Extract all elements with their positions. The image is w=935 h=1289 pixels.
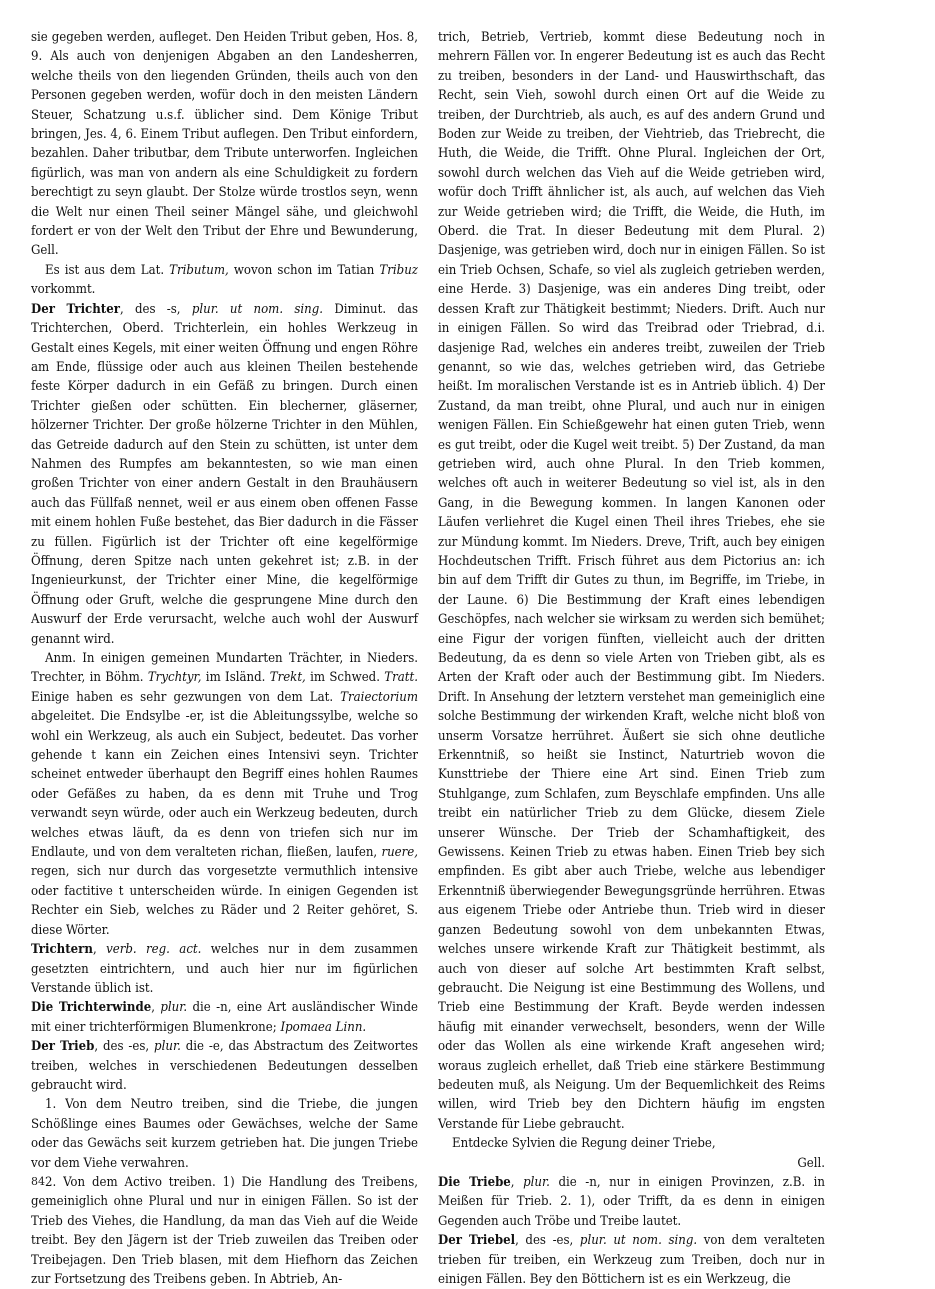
entry-text: 1. Von dem Neutro treiben, sind die Triebe, die jungen Schößlinge eines Baumes oder Gewächses, welche der Same oder das Gewächs seit kurzem getrieben hat. Die jungen Triebe vor dem Viehe verwahren. bbox=[31, 1097, 418, 1171]
entry-paragraph bbox=[438, 28, 825, 1134]
entry-text: , bbox=[92, 942, 107, 958]
entry-paragraph bbox=[438, 1173, 825, 1231]
italic-term: Ipomaea Linn. bbox=[280, 1019, 367, 1035]
headword: Die Triebe bbox=[438, 1174, 511, 1190]
entry-text: im Isländ. bbox=[201, 670, 270, 686]
entry-text: Es ist aus dem Lat. bbox=[45, 262, 170, 278]
entry-text: , bbox=[510, 1174, 524, 1190]
italic-term: Trekt, bbox=[269, 670, 306, 686]
entry-paragraph bbox=[31, 261, 418, 300]
entry-text: Gell. bbox=[797, 1155, 825, 1171]
entry-paragraph bbox=[31, 28, 418, 261]
entry-paragraph bbox=[438, 1154, 825, 1173]
entry-paragraph bbox=[31, 940, 418, 998]
entry-text: abgeleitet. Die Endsylbe -er, ist die Ableitungssylbe, welche so wohl ein Werkzeug, als auch ein Subject, bedeutet. Das vorher gehende t kann ein Zeichen eines Intensivi seyn. Trichter scheinet entweder überhaupt den Begriff eines hohlen Raumes oder Gefäßes zu haben, da es denn mit Truhe und Trog verwandt seyn würde, oder auch ein Werkzeug bedeuten, durch welches etwas läuft, da es denn von triefen sich nur im Endlaute, und von dem veralteten richan, fließen, laufen, bbox=[31, 709, 418, 861]
entry-text: sie gegeben werden, aufleget. Den Heiden Tribut geben, Hos. 8, 9. Als auch von denjenigen Abgaben an den Landesherren, welche theils von den liegenden Gründen, theils auch von den Personen gegeben werden, wofür doch in den meisten Ländern Steuer, Schatzung u.s.f. üblicher sind. Dem Könige Tribut bringen, Jes. 4, 6. Einem Tribut auflegen. Den Tribut einfordern, bezahlen. Daher tributbar, dem Tribute unterworfen. Ingleichen figürlich, was man von andern als eine Schuldigkeit zu fordern berechtigt zu seyn glaubt. Der Stolze würde trostlos seyn, wenn die Welt nur einen Theil seiner Mängel sähe, und gleichwohl fordert er von der Welt den Tribut der Ehre und Bewunderung, Gell. bbox=[31, 30, 418, 259]
entry-text: Diminut. das Trichterchen, Oberd. Trichterlein, ein hohles Werkzeug in Gestalt eines Kegels, mit einer weiten Öffnung und engen Röhre am Ende, flüssige oder auch aus kleinen Theilen bestehende feste Körper dadurch in ein Gefäß zu bringen. Durch einen Trichter gießen oder schütten. Ein blecherner, gläserner, hölzerner Trichter. Der große hölzerne Trichter in den Mühlen, das Getreide dadurch auf den Stein zu schütten, ist unter dem Nahmen des Rumpfes am bekanntesten, so wie man einen großen Trichter von einer andern Gestalt in den Brauhäusern auch das Füllfaß nennet, weil er aus einem oben offenen Fasse mit einem hohlen Fuße bestehet, das Bier dadurch in die Fässer zu füllen. Figürlich ist der Trichter oft eine kegelförmige Öffnung, deren Spitze nach unten gekehret ist; z.B. in der Ingenieurkunst, der Trichter einer Mine, die kegelförmige Öffnung oder Gruft, welche die gesprungene Mine durch den Auswurf der Erde verursacht, welche auch wohl der Auswurf genannt wird. bbox=[31, 301, 418, 647]
entry-text: trich, Betrieb, Vertrieb, kommt diese Bedeutung noch in mehrern Fällen vor. In engerer Bedeutung ist es auch das Recht zu treiben, besonders in der Land- und Hauswirthschaft, das Recht, sein Vieh, sowohl durch einen Ort auf die Weide zu treiben, der Durchtrieb, als auch, es auf des andern Grund und Boden zur Weide zu treiben, der Viehtrieb, das Triebrecht, die Huth, die Weide, die Trifft. Ohne Plural. Ingleichen der Ort, sowohl durch welchen das Vieh auf die Weide getrieben wird, wofür doch Trifft ähnlicher ist, als auch, auf welchen das Vieh zur Weide getrieben wird; die Trifft, die Weide, die Huth, im Oberd. die Trat. In dieser Bedeutung mit dem Plural. 2) Dasjenige, was getrieben wird, doch nur in einigen Fällen. So ist ein Trieb Ochsen, Schafe, so viel als zugleich getrieben werden, eine Herde. 3) Dasjenige, was ein anderes Ding treibt, oder dessen Kraft zur Thätigkeit bestimmt; Nieders. Drift. Auch nur in einigen Fällen. So wird das Treibrad oder Triebrad, d.i. dasjenige Rad, welches ein anderes treibt, zuweilen der Trieb genannt, so wie das, welches getrieben wird, das Getriebe heißt. Im moralischen Verstande ist es in Antrieb üblich. 4) Der Zustand, da man treibt, ohne Plural, und auch nur in einigen wenigen Fällen. Ein Schießgewehr hat einen guten Trieb, wenn es gut treibt, oder die Kugel weit treibt. 5) Der Zustand, da man getrieben wird, auch ohne Plural. In den Trieb kommen, welches oft auch in weiterer Bedeutung so viel ist, als in den Gang, in die Bewegung kommen. In langen Kanonen oder Läufen verliehret die Kugel einen Theil ihres Triebes, ehe sie zur Mündung kommt. Im Nieders. Dreve, Trift, auch bey einigen Hochdeutschen Trifft. Frisch führet aus dem Pictorius an: ich bin auf dem Trifft dir Gutes zu thun, im Begriffe, im Triebe, in der Laune. 6) Die Bestimmung der Kraft eines lebendigen Geschöpfes, nach welcher sie wirksam zu werden sich bemühet; eine Figur der vorigen fünften, vielleicht auch der dritten Bedeutung, da es denn so viele Arten von Trieben gibt, als es Arten der Kraft oder auch der Bestimmung gibt. Im Nieders. Drift. In Ansehung der letztern verstehet man gemeiniglich eine solche Bestimmung der wirkenden Kraft, welche nicht bloß von unserm Vorsatze herrühret. Äußert sie sich ohne deutliche Erkenntniß, so heißt sie Instinct, Naturtrieb wovon die Kunsttriebe der Thiere eine Art sind. Einen Trieb zum Stuhlgange, zum Schlafen, zum Beyschlafe empfinden. Uns alle treibt ein natürlicher Trieb zu dem Glücke, diesem Ziele unserer Wünsche. Der Trieb der Schamhaftigkeit, des Gewissens. Keinen Trieb zu etwas haben. Einen Trieb bey sich empfinden. Es gibt aber auch Triebe, welche aus lebendiger Erkenntniß überwiegender Bewegungsgründe herrühren. Etwas aus eigenem Triebe oder Antriebe thun. Trieb wird in dieser ganzen Bedeutung sowohl von dem unbekannten Etwas, welches unsere wirkende Kraft zur Thätigkeit bestimmt, als auch von dieser auf solche Art bestimmten Kraft selbst, gebraucht. Die Neigung ist eine Bestimmung des Wollens, und Trieb eine Bestimmung der Kraft. Beyde werden indessen häufig mit einander verwechselt, besonders, wenn der Wille oder das Wollen als eine wirkende Kraft angesehen wird; woraus zugleich erhellet, daß Trieb eine stärkere Bestimmung bedeuten muß, als Neigung. Um der Bequemlichkeit des Reims willen, wird Trieb bey den Dichtern häufig im engsten Verstande für Liebe gebraucht. bbox=[438, 30, 825, 1132]
entry-text: die -n, eine Art ausländischer Winde mit einer trichterförmigen Blumenkrone; bbox=[31, 1000, 418, 1035]
entry-text: vorkommt. bbox=[31, 282, 96, 298]
italic-term: Tributum, bbox=[169, 262, 229, 278]
entry-paragraph bbox=[438, 1231, 825, 1289]
italic-term: Trychtyr, bbox=[147, 670, 202, 686]
entry-paragraph bbox=[31, 998, 418, 1037]
entry-text: wovon schon im Tatian bbox=[228, 262, 380, 278]
italic-term: verb. reg. act. bbox=[106, 942, 202, 958]
italic-term: Traiectorium bbox=[340, 689, 418, 705]
left-column bbox=[31, 28, 418, 1289]
headword: Trichtern bbox=[31, 942, 93, 958]
entry-paragraph bbox=[31, 1095, 418, 1173]
entry-text: , des -es, bbox=[94, 1039, 155, 1055]
headword: Der Trieb bbox=[31, 1039, 95, 1055]
entry-text: die -n, nur in einigen Provinzen, z.B. in Meißen für Trieb. 2. 1), oder Trifft, da es denn in einigen Gegenden auch Tröbe und Treibe lautet. bbox=[438, 1174, 825, 1229]
italic-term: plur. bbox=[154, 1039, 181, 1055]
headword: Der Trichter bbox=[31, 301, 120, 317]
entry-paragraph bbox=[31, 1037, 418, 1095]
entry-text: Entdecke Sylvien die Regung deiner Triebe, bbox=[452, 1136, 716, 1152]
page-number: 84 bbox=[31, 1175, 45, 1188]
entry-text: die -e, das Abstractum des Zeitwortes treiben, welches in verschiedenen Bedeutungen desselben gebraucht wird. bbox=[31, 1039, 418, 1093]
entry-paragraph bbox=[31, 300, 418, 649]
italic-term: Tribuz bbox=[379, 262, 418, 278]
headword: Der Triebel bbox=[438, 1233, 516, 1249]
italic-term: plur. bbox=[523, 1174, 550, 1190]
italic-term: plur. bbox=[160, 1000, 188, 1016]
headword: Die Trichterwinde bbox=[31, 1000, 152, 1016]
entry-paragraph bbox=[31, 1173, 418, 1289]
italic-term: ruere, bbox=[381, 845, 418, 861]
entry-text: im Schwed. bbox=[305, 670, 385, 686]
entry-text: 2. Von dem Activo treiben. 1) Die Handlung des Treibens, gemeiniglich ohne Plural und nur in einigen Fällen. So ist der Trieb des Viehes, die Handlung, da man das Vieh auf die Weide treibt. Bey den Jägern ist der Trieb zuweilen das Treiben oder Treibejagen. Den Trieb blasen, mit dem Hiefhorn das Zeichen zur Fortsetzung des Treibens geben. In Abtrieb, An- bbox=[31, 1174, 418, 1287]
entry-text: Anm. In einigen gemeinen Mundarten Trächter, in Nieders. Trechter, in Böhm. bbox=[31, 651, 418, 686]
entry-text: von dem veralteten trieben für treiben, ein Werkzeug zum Treiben, doch nur in einigen Fällen. Bey den Böttichern ist es ein Werkzeug, die bbox=[438, 1233, 825, 1287]
entry-text: regen, sich nur durch das vorgesetzte vermuthlich intensive oder factitive t unterscheiden würde. In einigen Gegenden ist Rechter ein Sieb, welches zu Räder und 2 Reiter gehöret, S. diese Wörter. bbox=[31, 864, 418, 938]
entry-text: , des -s, bbox=[119, 301, 192, 317]
entry-paragraph bbox=[438, 1134, 825, 1153]
italic-term: plur. ut nom. sing. bbox=[191, 301, 324, 317]
italic-term: Tratt. bbox=[384, 670, 418, 686]
entry-text: , des -es, bbox=[515, 1233, 580, 1249]
italic-term: plur. ut nom. sing. bbox=[579, 1233, 698, 1249]
entry-text: , bbox=[151, 1000, 161, 1016]
entry-text: welches nur in dem zusammen gesetzten eintrichtern, und auch hier nur im figürlichen Verstande üblich ist. bbox=[31, 942, 419, 996]
entry-text: Einige haben es sehr gezwungen von dem Lat. bbox=[31, 689, 341, 705]
entry-paragraph bbox=[31, 649, 418, 940]
right-column bbox=[438, 28, 825, 1289]
